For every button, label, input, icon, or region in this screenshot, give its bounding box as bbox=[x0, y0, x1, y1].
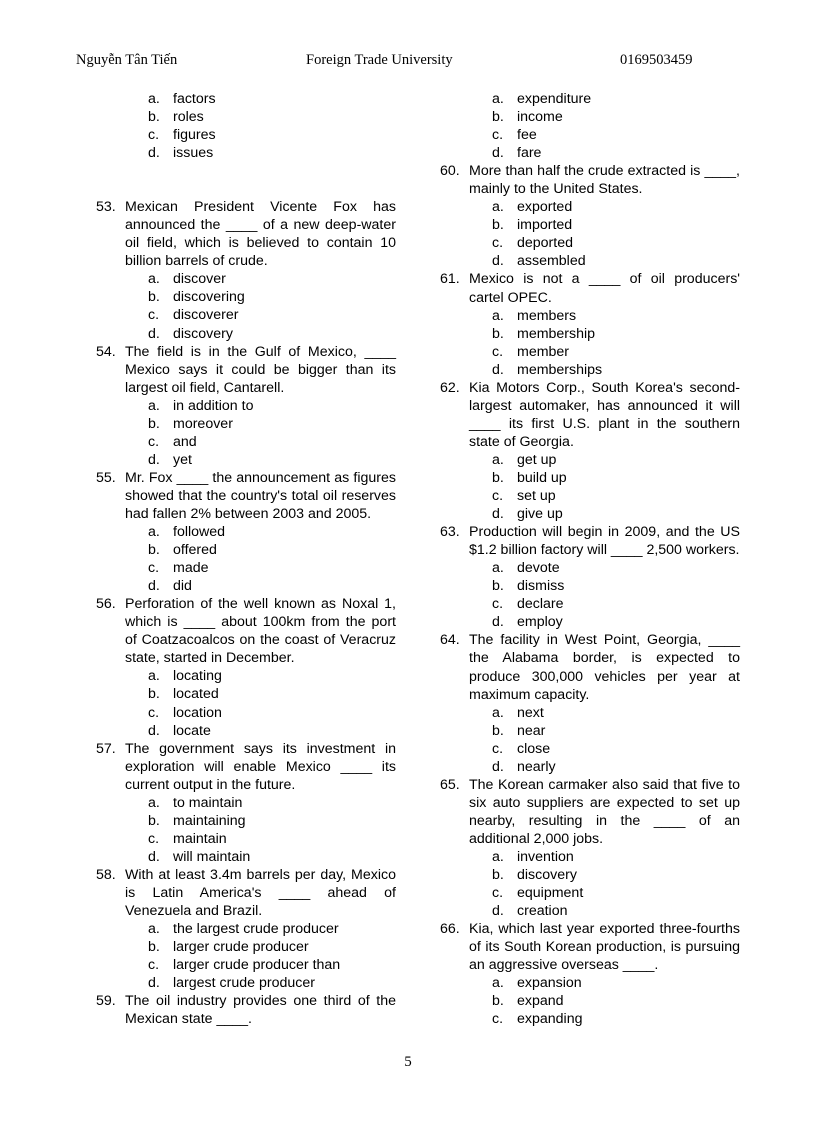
page-number: 5 bbox=[404, 1054, 412, 1070]
option-text: get up bbox=[517, 451, 557, 468]
answer-options bbox=[440, 848, 740, 920]
option-text: discoverer bbox=[173, 307, 239, 324]
answer-option bbox=[440, 198, 740, 216]
option-letter: d. bbox=[492, 145, 504, 162]
question-item bbox=[96, 595, 396, 739]
question-number: 60. bbox=[440, 163, 460, 180]
answer-options bbox=[440, 198, 740, 270]
answer-options bbox=[96, 667, 396, 739]
answer-option bbox=[96, 144, 396, 162]
option-text: expand bbox=[517, 993, 564, 1010]
answer-option bbox=[440, 216, 740, 234]
question-number: 66. bbox=[440, 921, 460, 938]
question-item bbox=[96, 866, 396, 992]
answer-option bbox=[96, 108, 396, 126]
option-text: equipment bbox=[517, 885, 584, 902]
option-text: discover bbox=[173, 271, 226, 288]
option-text: next bbox=[517, 704, 544, 721]
answer-options bbox=[440, 974, 740, 1028]
option-letter: c. bbox=[148, 127, 160, 144]
option-text: and bbox=[173, 433, 197, 450]
option-letter: a. bbox=[492, 91, 504, 107]
option-text: discovering bbox=[173, 289, 245, 306]
question-stem bbox=[96, 469, 396, 523]
question-text: The oil industry provides one third of the Mexican state ____. bbox=[125, 993, 396, 1028]
option-letter: b. bbox=[492, 578, 504, 595]
answer-option bbox=[96, 451, 396, 469]
answer-option bbox=[440, 758, 740, 776]
option-text: issues bbox=[173, 145, 214, 162]
option-text: build up bbox=[517, 469, 567, 486]
question-item bbox=[440, 920, 740, 1028]
answer-option bbox=[440, 902, 740, 920]
option-letter: b. bbox=[492, 469, 504, 486]
answer-option bbox=[96, 830, 396, 848]
question-text: The facility in West Point, Georgia, ____ the Alabama border, is expected to produce 300,000 vehicles per year at maximum capacity. bbox=[469, 632, 740, 703]
option-letter: c. bbox=[492, 1011, 504, 1028]
option-text: close bbox=[517, 740, 551, 757]
question-item bbox=[440, 776, 740, 920]
option-letter: a. bbox=[492, 451, 504, 468]
option-text: in addition to bbox=[173, 397, 254, 414]
option-letter: a. bbox=[492, 975, 504, 992]
question-stem bbox=[440, 523, 740, 559]
option-letter: b. bbox=[492, 109, 504, 126]
question-text: The Korean carmaker also said that five to six auto suppliers are expected to set up nearby, resulting in the ____ of an additional 2,000 jobs. bbox=[469, 776, 740, 847]
answer-option bbox=[96, 433, 396, 451]
answer-option bbox=[96, 126, 396, 144]
question-item bbox=[440, 270, 740, 378]
question-number: 55. bbox=[96, 469, 116, 486]
option-text: deported bbox=[517, 235, 574, 252]
answer-option bbox=[440, 1010, 740, 1028]
answer-option bbox=[440, 343, 740, 361]
answer-option bbox=[96, 685, 396, 703]
option-text: maintain bbox=[173, 830, 227, 847]
option-letter: a. bbox=[148, 524, 160, 541]
question-stem bbox=[440, 270, 740, 306]
answer-option bbox=[96, 306, 396, 324]
answer-option bbox=[440, 577, 740, 595]
answer-options bbox=[440, 90, 740, 162]
question-number: 54. bbox=[96, 343, 116, 360]
question-text: With at least 3.4m barrels per day, Mexico is Latin America's ____ ahead of Venezuela and Brazil. bbox=[125, 866, 396, 920]
option-letter: b. bbox=[148, 415, 160, 432]
question-stem bbox=[440, 776, 740, 848]
answer-option bbox=[96, 938, 396, 956]
option-letter: c. bbox=[492, 885, 504, 902]
answer-option bbox=[96, 667, 396, 685]
option-text: location bbox=[173, 704, 222, 721]
question-item bbox=[440, 162, 740, 270]
option-text: locating bbox=[173, 668, 222, 685]
option-text: dismiss bbox=[517, 578, 565, 595]
option-letter: c. bbox=[148, 830, 160, 847]
option-text: fare bbox=[517, 145, 542, 162]
option-text: fee bbox=[517, 127, 537, 144]
question-item bbox=[96, 992, 396, 1028]
option-letter: d. bbox=[148, 848, 160, 865]
option-letter: c. bbox=[148, 560, 160, 577]
question-stem bbox=[96, 992, 396, 1028]
option-text: members bbox=[517, 307, 577, 324]
header-author: Nguyễn Tân Tiến bbox=[76, 52, 178, 68]
answer-option bbox=[440, 252, 740, 270]
answer-option bbox=[440, 613, 740, 631]
option-letter: d. bbox=[492, 253, 504, 270]
option-letter: d. bbox=[148, 325, 160, 342]
option-letter: a. bbox=[492, 307, 504, 324]
option-letter: a. bbox=[492, 560, 504, 577]
spacer bbox=[96, 162, 396, 198]
question-text: Mexico is not a ____ of oil producers' cartel OPEC. bbox=[469, 271, 740, 306]
answer-option bbox=[440, 487, 740, 505]
option-letter: a. bbox=[148, 271, 160, 288]
question-stem bbox=[96, 740, 396, 794]
answer-option bbox=[96, 577, 396, 595]
answer-option bbox=[96, 415, 396, 433]
question-number: 59. bbox=[96, 993, 116, 1010]
option-text: expansion bbox=[517, 975, 582, 992]
question-stem bbox=[96, 198, 396, 270]
answer-option bbox=[440, 325, 740, 343]
option-text: maintaining bbox=[173, 812, 246, 829]
header-phone: 0169503459 bbox=[620, 52, 693, 68]
answer-option bbox=[96, 812, 396, 830]
question-item bbox=[96, 740, 396, 866]
answer-option bbox=[96, 920, 396, 938]
answer-option bbox=[440, 992, 740, 1010]
answer-option bbox=[96, 288, 396, 306]
question-stem bbox=[440, 631, 740, 703]
page-header bbox=[0, 52, 816, 74]
option-letter: b. bbox=[148, 109, 160, 126]
option-letter: d. bbox=[492, 758, 504, 775]
question-text: Mr. Fox ____ the announcement as figures showed that the country's total oil reserves had fallen 2% between 2003 and 2005. bbox=[125, 469, 396, 522]
option-letter: d. bbox=[492, 506, 504, 523]
option-letter: c. bbox=[492, 488, 504, 505]
option-letter: a. bbox=[492, 848, 504, 865]
answer-option bbox=[440, 469, 740, 487]
option-text: factors bbox=[173, 91, 216, 107]
option-text: moreover bbox=[173, 415, 233, 432]
question-text: The government says its investment in exploration will enable Mexico ____ its current output in the future. bbox=[125, 740, 396, 793]
question-text: Mexican President Vicente Fox has announced the ____ of a new deep-water oil field, which is believed to contain 10 billion barrels of crude. bbox=[125, 199, 396, 270]
question-number: 63. bbox=[440, 524, 460, 541]
option-letter: c. bbox=[148, 957, 160, 974]
answer-options bbox=[96, 523, 396, 595]
question-number: 57. bbox=[96, 740, 116, 757]
option-text: devote bbox=[517, 560, 560, 577]
option-letter: c. bbox=[492, 127, 504, 144]
option-letter: b. bbox=[148, 289, 160, 306]
option-text: membership bbox=[517, 325, 596, 342]
question-stem bbox=[440, 920, 740, 974]
option-text: imported bbox=[517, 217, 573, 234]
option-letter: a. bbox=[148, 668, 160, 685]
option-letter: c. bbox=[148, 433, 160, 450]
question-stem bbox=[96, 866, 396, 920]
option-letter: b. bbox=[492, 867, 504, 884]
question-text: Kia, which last year exported three-fourths of its South Korean production, is pursuing an aggressive overseas ____. bbox=[469, 921, 740, 974]
question-stem bbox=[440, 379, 740, 451]
option-letter: d. bbox=[148, 451, 160, 468]
answer-option bbox=[96, 974, 396, 992]
answer-option bbox=[96, 559, 396, 577]
answer-option bbox=[440, 884, 740, 902]
option-letter: b. bbox=[148, 542, 160, 559]
answer-option bbox=[96, 794, 396, 812]
question-item bbox=[440, 631, 740, 775]
question-item bbox=[440, 379, 740, 523]
answer-options bbox=[96, 920, 396, 992]
option-text: to maintain bbox=[173, 794, 243, 811]
answer-options bbox=[440, 451, 740, 523]
option-text: larger crude producer bbox=[173, 939, 309, 956]
option-text: give up bbox=[517, 506, 563, 523]
option-letter: b. bbox=[492, 325, 504, 342]
question-stem bbox=[96, 595, 396, 667]
option-text: creation bbox=[517, 903, 568, 920]
option-letter: b. bbox=[492, 993, 504, 1010]
question-text: Kia Motors Corp., South Korea's second-largest automaker, has announced it will ____ its first U.S. plant in the southern state of Georgia. bbox=[469, 379, 740, 450]
option-letter: d. bbox=[492, 361, 504, 378]
option-text: employ bbox=[517, 614, 563, 631]
option-letter: b. bbox=[492, 722, 504, 739]
option-letter: a. bbox=[148, 397, 160, 414]
option-text: set up bbox=[517, 488, 556, 505]
answer-option bbox=[440, 974, 740, 992]
option-text: nearly bbox=[517, 758, 556, 775]
question-item bbox=[440, 523, 740, 631]
question-number: 56. bbox=[96, 596, 116, 613]
question-number: 61. bbox=[440, 271, 460, 288]
option-letter: b. bbox=[492, 217, 504, 234]
question-item bbox=[96, 343, 396, 469]
answer-option bbox=[440, 595, 740, 613]
option-letter: a. bbox=[492, 199, 504, 216]
answer-options bbox=[96, 397, 396, 469]
answer-option bbox=[440, 722, 740, 740]
answer-option bbox=[96, 397, 396, 415]
answer-options bbox=[96, 90, 396, 162]
option-text: did bbox=[173, 578, 192, 595]
answer-option bbox=[440, 704, 740, 722]
answer-option bbox=[96, 325, 396, 343]
answer-option bbox=[96, 956, 396, 974]
right-column bbox=[440, 90, 740, 1028]
option-letter: c. bbox=[492, 740, 504, 757]
question-number: 65. bbox=[440, 776, 460, 793]
option-letter: c. bbox=[148, 307, 160, 324]
option-text: the largest crude producer bbox=[173, 921, 339, 938]
option-text: member bbox=[517, 343, 570, 360]
question-text: More than half the crude extracted is ____, mainly to the United States. bbox=[469, 163, 740, 198]
option-text: figures bbox=[173, 127, 216, 144]
option-text: discovery bbox=[517, 867, 577, 884]
answer-option bbox=[440, 361, 740, 379]
option-letter: a. bbox=[148, 921, 160, 938]
option-letter: d. bbox=[148, 578, 160, 595]
option-text: larger crude producer than bbox=[173, 957, 341, 974]
option-letter: a. bbox=[148, 794, 160, 811]
option-text: invention bbox=[517, 848, 574, 865]
question-number: 62. bbox=[440, 379, 460, 396]
answer-option bbox=[440, 740, 740, 758]
answer-option bbox=[96, 523, 396, 541]
question-text: The field is in the Gulf of Mexico, ____ Mexico says it could be bigger than its largest oil field, Cantarell. bbox=[125, 343, 396, 396]
answer-option bbox=[440, 451, 740, 469]
option-letter: b. bbox=[148, 812, 160, 829]
answer-option bbox=[440, 234, 740, 252]
answer-option bbox=[440, 108, 740, 126]
answer-option bbox=[440, 90, 740, 108]
answer-option bbox=[440, 505, 740, 523]
option-text: locate bbox=[173, 722, 211, 739]
option-text: made bbox=[173, 560, 209, 577]
answer-option bbox=[96, 704, 396, 722]
question-number: 53. bbox=[96, 199, 116, 216]
question-item bbox=[96, 198, 396, 342]
option-text: largest crude producer bbox=[173, 975, 315, 992]
option-letter: c. bbox=[148, 704, 160, 721]
answer-option bbox=[440, 126, 740, 144]
option-text: offered bbox=[173, 542, 217, 559]
question-number: 58. bbox=[96, 866, 116, 883]
option-letter: b. bbox=[148, 939, 160, 956]
question-item bbox=[96, 469, 396, 595]
answer-option bbox=[440, 144, 740, 162]
option-text: memberships bbox=[517, 361, 603, 378]
answer-option bbox=[440, 307, 740, 325]
left-column bbox=[96, 90, 396, 1028]
option-text: income bbox=[517, 109, 563, 126]
option-text: followed bbox=[173, 524, 226, 541]
answer-option bbox=[96, 90, 396, 108]
option-text: yet bbox=[173, 451, 192, 468]
option-letter: c. bbox=[492, 235, 504, 252]
option-letter: d. bbox=[492, 903, 504, 920]
option-text: will maintain bbox=[173, 848, 251, 865]
answer-option bbox=[440, 866, 740, 884]
header-institution: Foreign Trade University bbox=[306, 52, 453, 68]
option-text: exported bbox=[517, 199, 573, 216]
option-letter: c. bbox=[492, 343, 504, 360]
option-letter: b. bbox=[148, 686, 160, 703]
question-number: 64. bbox=[440, 632, 460, 649]
answer-options bbox=[96, 270, 396, 342]
option-letter: d. bbox=[492, 614, 504, 631]
answer-option bbox=[96, 722, 396, 740]
answer-option bbox=[96, 541, 396, 559]
answer-option bbox=[96, 270, 396, 288]
question-text: Production will begin in 2009, and the US $1.2 billion factory will ____ 2,500 workers. bbox=[469, 524, 740, 559]
option-text: near bbox=[517, 722, 546, 739]
answer-option bbox=[440, 848, 740, 866]
option-text: assembled bbox=[517, 253, 586, 270]
option-letter: a. bbox=[148, 91, 160, 107]
question-stem bbox=[440, 162, 740, 198]
question-stem bbox=[96, 343, 396, 397]
option-text: declare bbox=[517, 596, 564, 613]
option-text: roles bbox=[173, 109, 204, 126]
answer-option bbox=[96, 848, 396, 866]
option-text: located bbox=[173, 686, 219, 703]
answer-options bbox=[440, 559, 740, 631]
answer-option bbox=[440, 559, 740, 577]
question-text: Perforation of the well known as Noxal 1, which is ____ about 100km from the port of Coatzacoalcos on the coast of Veracruz state, started in December. bbox=[125, 596, 396, 667]
option-letter: c. bbox=[492, 596, 504, 613]
answer-options bbox=[440, 307, 740, 379]
answer-options bbox=[440, 704, 740, 776]
option-text: expenditure bbox=[517, 91, 592, 107]
option-letter: d. bbox=[148, 145, 160, 162]
option-letter: d. bbox=[148, 722, 160, 739]
option-letter: d. bbox=[148, 975, 160, 992]
option-text: expanding bbox=[517, 1011, 583, 1028]
option-letter: a. bbox=[492, 704, 504, 721]
option-text: discovery bbox=[173, 325, 233, 342]
answer-options bbox=[96, 794, 396, 866]
